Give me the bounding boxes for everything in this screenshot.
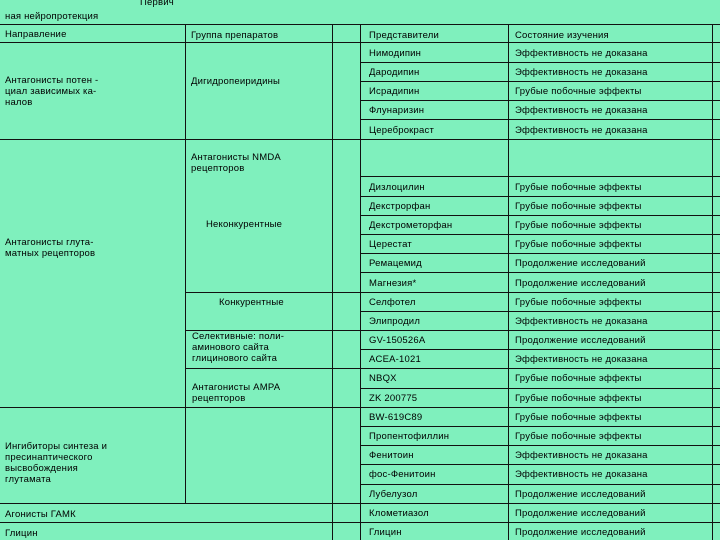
- status-cell: Грубые побочные эффекты: [515, 239, 642, 250]
- column-header-group: Группа препаратов: [191, 30, 279, 41]
- rep-cell: NBQX: [369, 373, 397, 384]
- rep-cell: Ремацемид: [369, 258, 422, 269]
- status-cell: Продолжение исследований: [515, 278, 646, 289]
- status-cell: Эффективность не доказана: [515, 469, 648, 480]
- direction-calcium: Антагонисты потен - циал зависимых ка- налов: [5, 75, 99, 108]
- rep-cell: Клометиазол: [369, 508, 429, 519]
- row-divider: [360, 464, 720, 465]
- rep-cell: ACEA-1021: [369, 354, 421, 365]
- status-cell: Продолжение исследований: [515, 527, 646, 538]
- row-divider: [360, 349, 720, 350]
- rep-cell: BW-619C89: [369, 412, 423, 423]
- status-cell: Эффективность не доказана: [515, 450, 648, 461]
- rep-cell: Цереброкраст: [369, 125, 435, 136]
- rep-cell: ZK 200775: [369, 393, 418, 404]
- row-divider: [360, 426, 720, 427]
- row-divider: [360, 81, 720, 82]
- row-divider: [360, 311, 720, 312]
- direction-glycine: Глицин: [5, 528, 38, 539]
- status-cell: Продолжение исследований: [515, 508, 646, 519]
- rep-cell: Декстрометорфан: [369, 220, 453, 231]
- column-divider: [508, 24, 509, 540]
- status-cell: Грубые побочные эффекты: [515, 201, 642, 212]
- row-divider: [360, 388, 720, 389]
- status-cell: Эффективность не доказана: [515, 48, 648, 59]
- rep-cell: Селфотел: [369, 297, 416, 308]
- rep-cell: Флунаризин: [369, 105, 425, 116]
- rep-cell: Элипродил: [369, 316, 421, 327]
- rep-cell: фос-Фенитоин: [369, 469, 436, 480]
- status-cell: Грубые побочные эффекты: [515, 412, 642, 423]
- status-cell: Эффективность не доказана: [515, 67, 648, 78]
- row-divider: [360, 215, 720, 216]
- status-cell: Продолжение исследований: [515, 489, 646, 500]
- column-divider: [185, 24, 186, 503]
- rep-cell: Лубелузол: [369, 489, 418, 500]
- direction-gaba: Агонисты ГАМК: [5, 509, 76, 520]
- rep-cell: Исрадипин: [369, 86, 420, 97]
- row-divider: [360, 253, 720, 254]
- rep-cell: Церестат: [369, 239, 412, 250]
- status-cell: Продолжение исследований: [515, 258, 646, 269]
- status-cell: Грубые побочные эффекты: [515, 297, 642, 308]
- status-cell: Эффективность не доказана: [515, 316, 648, 327]
- column-divider: [712, 24, 713, 540]
- header-fragment-top: Первич: [140, 0, 174, 8]
- group-competitive: Конкурентные: [219, 297, 284, 308]
- rep-cell: Нимодипин: [369, 48, 422, 59]
- header-fragment-left: ная нейропротекция: [5, 11, 99, 22]
- status-cell: Эффективность не доказана: [515, 354, 648, 365]
- column-divider: [360, 24, 361, 540]
- rep-cell: GV-150526A: [369, 335, 426, 346]
- row-divider: [185, 292, 720, 293]
- row-divider: [185, 368, 720, 369]
- rep-cell: Глицин: [369, 527, 402, 538]
- column-divider: [332, 24, 333, 540]
- status-cell: Грубые побочные эффекты: [515, 373, 642, 384]
- row-divider: [360, 100, 720, 101]
- group-selective: Селективные: поли- аминового сайта глицинового сайта: [192, 331, 285, 364]
- status-cell: Продолжение исследований: [515, 335, 646, 346]
- row-divider: [360, 445, 720, 446]
- row-divider: [360, 234, 720, 235]
- group-nmda: Антагонисты NMDA рецепторов: [191, 152, 281, 174]
- status-cell: Грубые побочные эффекты: [515, 182, 642, 193]
- status-cell: Эффективность не доказана: [515, 125, 648, 136]
- rep-cell: Дародипин: [369, 67, 420, 78]
- direction-glutamate: Антагонисты глута- матных рецепторов: [5, 237, 96, 259]
- status-cell: Грубые побочные эффекты: [515, 431, 642, 442]
- rep-cell: Магнезия*: [369, 278, 417, 289]
- group-dhp: Дигидропеиридины: [191, 76, 281, 87]
- status-cell: Грубые побочные эффекты: [515, 86, 642, 97]
- column-header-status: Состояние изучения: [515, 30, 609, 41]
- row-divider: [360, 62, 720, 63]
- group-noncompetitive: Неконкурентные: [206, 219, 283, 230]
- status-cell: Эффективность не доказана: [515, 105, 648, 116]
- row-divider: [360, 176, 720, 177]
- rep-cell: Дизлоцилин: [369, 182, 425, 193]
- row-divider: [360, 196, 720, 197]
- row-divider: [360, 272, 720, 273]
- group-ampa: Антагонисты АМРА рецепторов: [192, 382, 281, 404]
- column-header-direction: Направление: [5, 29, 67, 40]
- column-header-representatives: Представители: [369, 30, 440, 41]
- rep-cell: Декстрорфан: [369, 201, 431, 212]
- direction-inhibitors: Ингибиторы синтеза и пресинаптического высвобождения глутамата: [5, 441, 108, 485]
- rep-cell: Пропентофиллин: [369, 431, 450, 442]
- status-cell: Грубые побочные эффекты: [515, 393, 642, 404]
- status-cell: Грубые побочные эффекты: [515, 220, 642, 231]
- rep-cell: Фенитоин: [369, 450, 414, 461]
- row-divider: [360, 119, 720, 120]
- row-divider: [360, 484, 720, 485]
